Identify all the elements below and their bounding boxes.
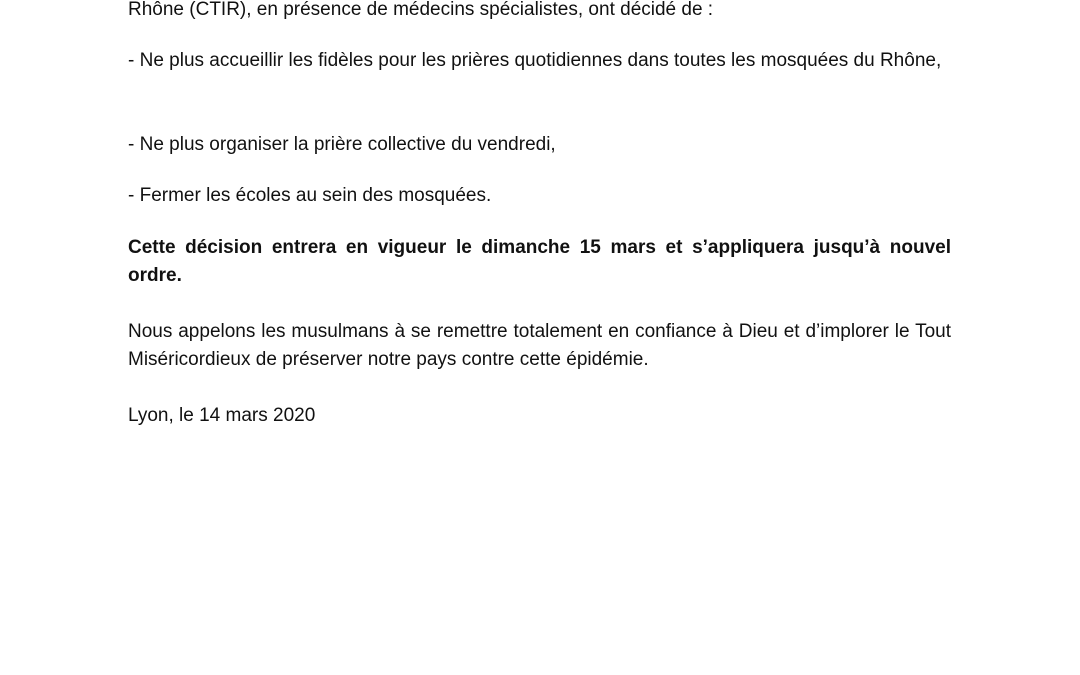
bullet-item: - Ne plus organiser la prière collective du vendredi, [128,134,556,155]
bullet-item: - Ne plus accueillir les fidèles pour les prières quotidiennes dans toutes les mosquées du Rhône, [128,50,942,71]
place-date: Lyon, le 14 mars 2020 [128,405,316,426]
bullet-item: - Fermer les écoles au sein des mosquées. [128,185,492,206]
appeal-text: Nous appelons les musulmans à se remettre totalement en confiance à Dieu et d’implorer le Tout Miséricordieux de préserver notre pays contre cette épidémie. [128,321,951,370]
intro-text: Rhône (CTIR), en présence de médecins spécialistes, ont décidé de : [128,0,714,20]
decision-text: Cette décision entrera en vigueur le dimanche 15 mars et s’appliquera jusqu’à nouvel ordre. [128,237,951,286]
